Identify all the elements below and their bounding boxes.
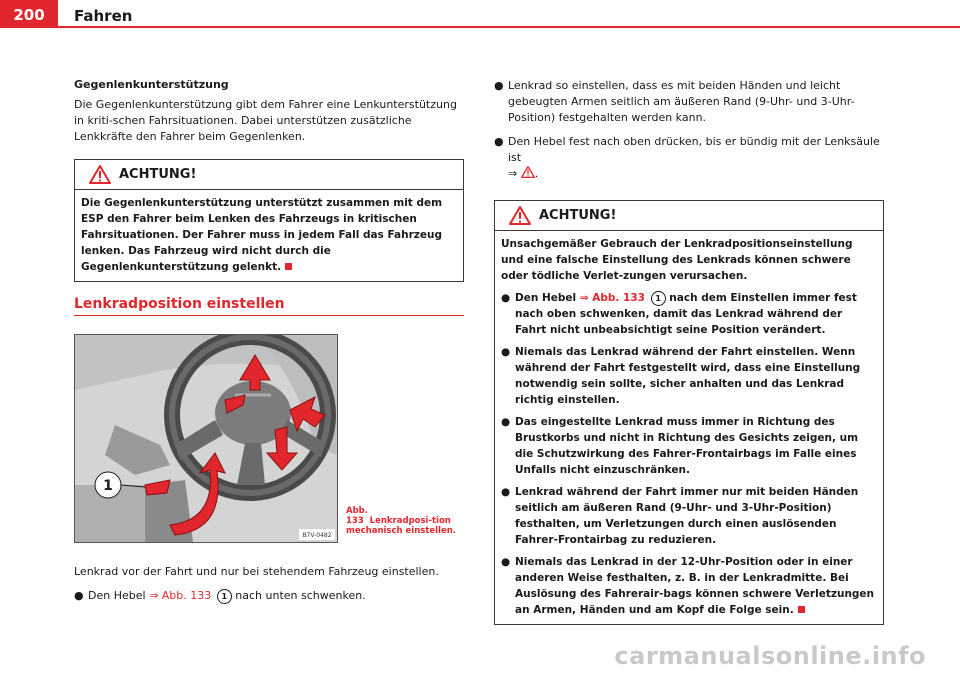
bullet-icon: ● — [501, 416, 511, 428]
bullet-text: nach unten schwenken. — [235, 589, 366, 602]
figure-caption-label: Abb. 133 — [346, 506, 368, 526]
bullet-text: Den Hebel — [88, 589, 146, 602]
warning-triangle-icon — [509, 206, 531, 225]
intro-paragraph: Die Gegenlenkunterstützung gibt dem Fahrer eine Lenkunterstützung in kriti-schen Fahrsituationen. Dabei unterstützen zusätzliche Lenkkräfte den Fahrer beim Gegenlenken. — [74, 98, 457, 143]
watermark: carmanualsonline.info — [614, 642, 926, 670]
bullet-text: Den Hebel fest nach oben drücken, bis er bündig mit der Lenksäule ist — [508, 135, 880, 164]
warning-triangle-icon — [89, 165, 111, 184]
bullet-icon: ● — [494, 135, 504, 148]
list-item — [74, 588, 464, 604]
list-item — [501, 290, 877, 338]
bullet-icon: ● — [494, 79, 504, 92]
left-column — [74, 78, 464, 282]
callout-number-icon: 1 — [217, 589, 232, 604]
list-item: ● Den Hebel fest nach oben drücken, bis er bündig mit der Lenksäule ist ⇒ . — [494, 135, 880, 180]
figure-link[interactable]: ⇒ Abb. 133 — [149, 589, 212, 602]
bullet-text: Lenkrad während der Fahrt immer nur mit beiden Händen seitlich am äußeren Rand (9-Uhr- und 3-Uhr-Position) festhalten, um Verletzungen durch einen auslösenden Fahrer-Frontairbag zu reduzieren. — [515, 486, 859, 546]
warning-intro: Unsachgemäßer Gebrauch der Lenkradpositionseinstellung und eine falsche Einstellung des Lenkrads können schwere oder tödliche Verlet-zungen verursachen. — [501, 238, 853, 282]
list-item — [494, 78, 884, 126]
callout-number-icon: 1 — [651, 291, 666, 306]
right-column — [494, 78, 884, 625]
warning-header — [75, 160, 463, 190]
warning-box-left — [74, 159, 464, 282]
bullet-icon: ● — [501, 486, 511, 498]
instruction-paragraph: Lenkrad vor der Fahrt und nur bei stehendem Fahrzeug einstellen. — [74, 565, 439, 578]
warning-body — [75, 190, 463, 281]
list-item — [501, 414, 877, 478]
bullet-text: nach dem Einstellen immer fest nach oben schwenken, damit das Lenkrad während der Fahrt nicht unbeabsichtigt seine Position verändert. — [515, 292, 857, 336]
page-title: Fahren — [74, 7, 133, 25]
end-mark-icon — [798, 606, 805, 613]
warning-text: Die Gegenlenkunterstützung unterstützt zusammen mit dem ESP den Fahrer beim Lenken des Fahrzeugs in kritischen Fahrsituationen. Der Fahrer muss in jedem Fall das Fahrzeug lenken. Das Fahrzeug wird nicht durch die Gegenlenkunterstützung gelenkt. — [81, 197, 443, 273]
header-rule — [0, 26, 960, 28]
steering-wheel-illustration — [75, 335, 337, 542]
figure-caption — [346, 506, 456, 536]
list-item — [501, 344, 877, 408]
bullet-text: Den Hebel — [515, 292, 577, 304]
end-mark-icon — [285, 263, 292, 270]
list-item — [501, 484, 877, 548]
list-item — [501, 554, 877, 618]
page-number: 200 — [0, 0, 58, 28]
section-title: Lenkradposition einstellen — [74, 296, 285, 312]
figure-caption-text: Lenkradposi-tion mechanisch einstellen. — [346, 516, 457, 536]
warning-title: ACHTUNG! — [539, 208, 617, 223]
bullet-text: Lenkrad so einstellen, dass es mit beiden Händen und leicht gebeugten Armen seitlich am äußeren Rand (9-Uhr- und 3-Uhr-Position) festgehalten werden kann. — [508, 79, 855, 124]
warning-body — [495, 231, 883, 624]
bullet-text: Niemals das Lenkrad in der 12-Uhr-Position oder in einer anderen Weise festhalten, z. B. in der Lenkradmitte. Bei Auslösung des Fahrerair-bags können schwere Verletzungen an Armen, Händen und am Kopf die Folge sein. — [515, 556, 875, 616]
bullet-icon: ● — [501, 292, 511, 304]
section-rule — [74, 315, 464, 316]
bullet-text: Niemals das Lenkrad während der Fahrt einstellen. Wenn während der Fahrt festgestellt wird, dass eine Einstellung notwendig sein sollte, sicher anhalten und das Lenkrad richtig einstellen. — [515, 346, 861, 406]
subheading: Gegenlenkunterstützung — [74, 78, 229, 91]
figure-code: B7V-0482 — [302, 532, 332, 539]
figure-link[interactable]: ⇒ Abb. 133 — [579, 292, 645, 304]
figure-callout: 1 — [103, 478, 113, 494]
warning-box-right — [494, 200, 884, 625]
warning-header — [495, 201, 883, 231]
bullet-icon: ● — [501, 556, 511, 568]
warning-triangle-icon[interactable] — [521, 166, 535, 178]
bullet-icon: ● — [501, 346, 511, 358]
after-figure-text — [74, 564, 464, 604]
bullet-text: Das eingestellte Lenkrad muss immer in Richtung des Brustkorbs und nicht in Richtung des Gesichts zeigen, um die Schutzwirkung des Fahrer-Frontairbags im Falle eines Unfalls nicht einzuschränken. — [515, 416, 859, 476]
warning-title: ACHTUNG! — [119, 167, 197, 182]
bullet-icon: ● — [74, 589, 84, 602]
steering-wheel-figure — [74, 334, 338, 543]
warning-link-arrow[interactable]: ⇒ — [508, 167, 518, 180]
